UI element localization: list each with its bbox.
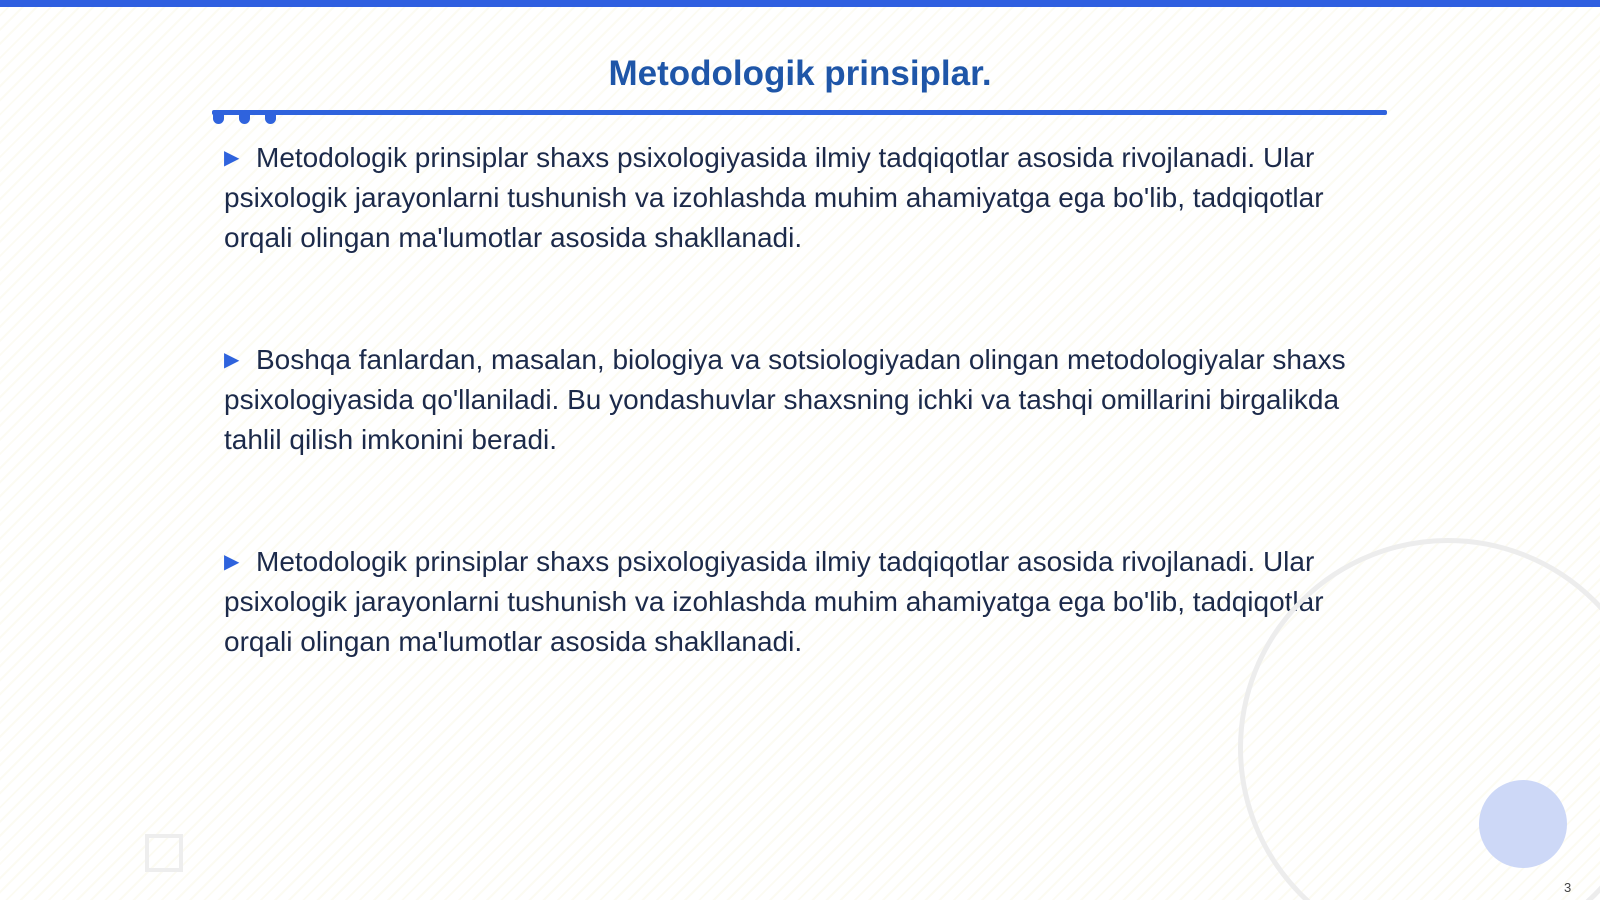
triangle-bullet-icon: ▶ <box>224 147 240 169</box>
paragraph-text: Metodologik prinsiplar shaxs psixologiyasida ilmiy tadqiqotlar asosida rivojlanadi. Ular psixologik jarayonlarni tushunish va izohlashda muhim ahamiyatga ega bo'lib, tadqiqotlar orqali olingan ma'lumotlar asosida shakllanadi. <box>224 546 1324 657</box>
title-underline <box>212 110 1387 115</box>
bullet-paragraph-1 <box>224 138 1374 258</box>
decorative-dot-icon <box>213 111 224 124</box>
decorative-circle-shape <box>1479 780 1567 868</box>
decorative-dot-icon <box>265 111 276 124</box>
triangle-bullet-icon: ▶ <box>224 551 240 573</box>
top-accent-bar <box>0 0 1600 7</box>
paragraph-text: Boshqa fanlardan, masalan, biologiya va sotsiologiyadan olingan metodologiyalar shaxs psixologiyasida qo'llaniladi. Bu yondashuvlar shaxsning ichki va tashqi omillarini birgalikda tahlil qilish imkonini beradi. <box>224 344 1346 455</box>
slide-title: Metodologik prinsiplar. <box>608 54 992 93</box>
bullet-paragraph-2 <box>224 340 1374 460</box>
paragraph-text: Metodologik prinsiplar shaxs psixologiyasida ilmiy tadqiqotlar asosida rivojlanadi. Ular psixologik jarayonlarni tushunish va izohlashda muhim ahamiyatga ega bo'lib, tadqiqotlar orqali olingan ma'lumotlar asosida shakllanadi. <box>224 142 1324 253</box>
bullet-paragraph-3 <box>224 542 1374 662</box>
page-number: 3 <box>1564 880 1572 895</box>
decorative-square-shape <box>145 834 183 872</box>
decorative-dot-icon <box>239 111 250 124</box>
triangle-bullet-icon: ▶ <box>224 349 240 371</box>
slide-body <box>224 138 1374 744</box>
